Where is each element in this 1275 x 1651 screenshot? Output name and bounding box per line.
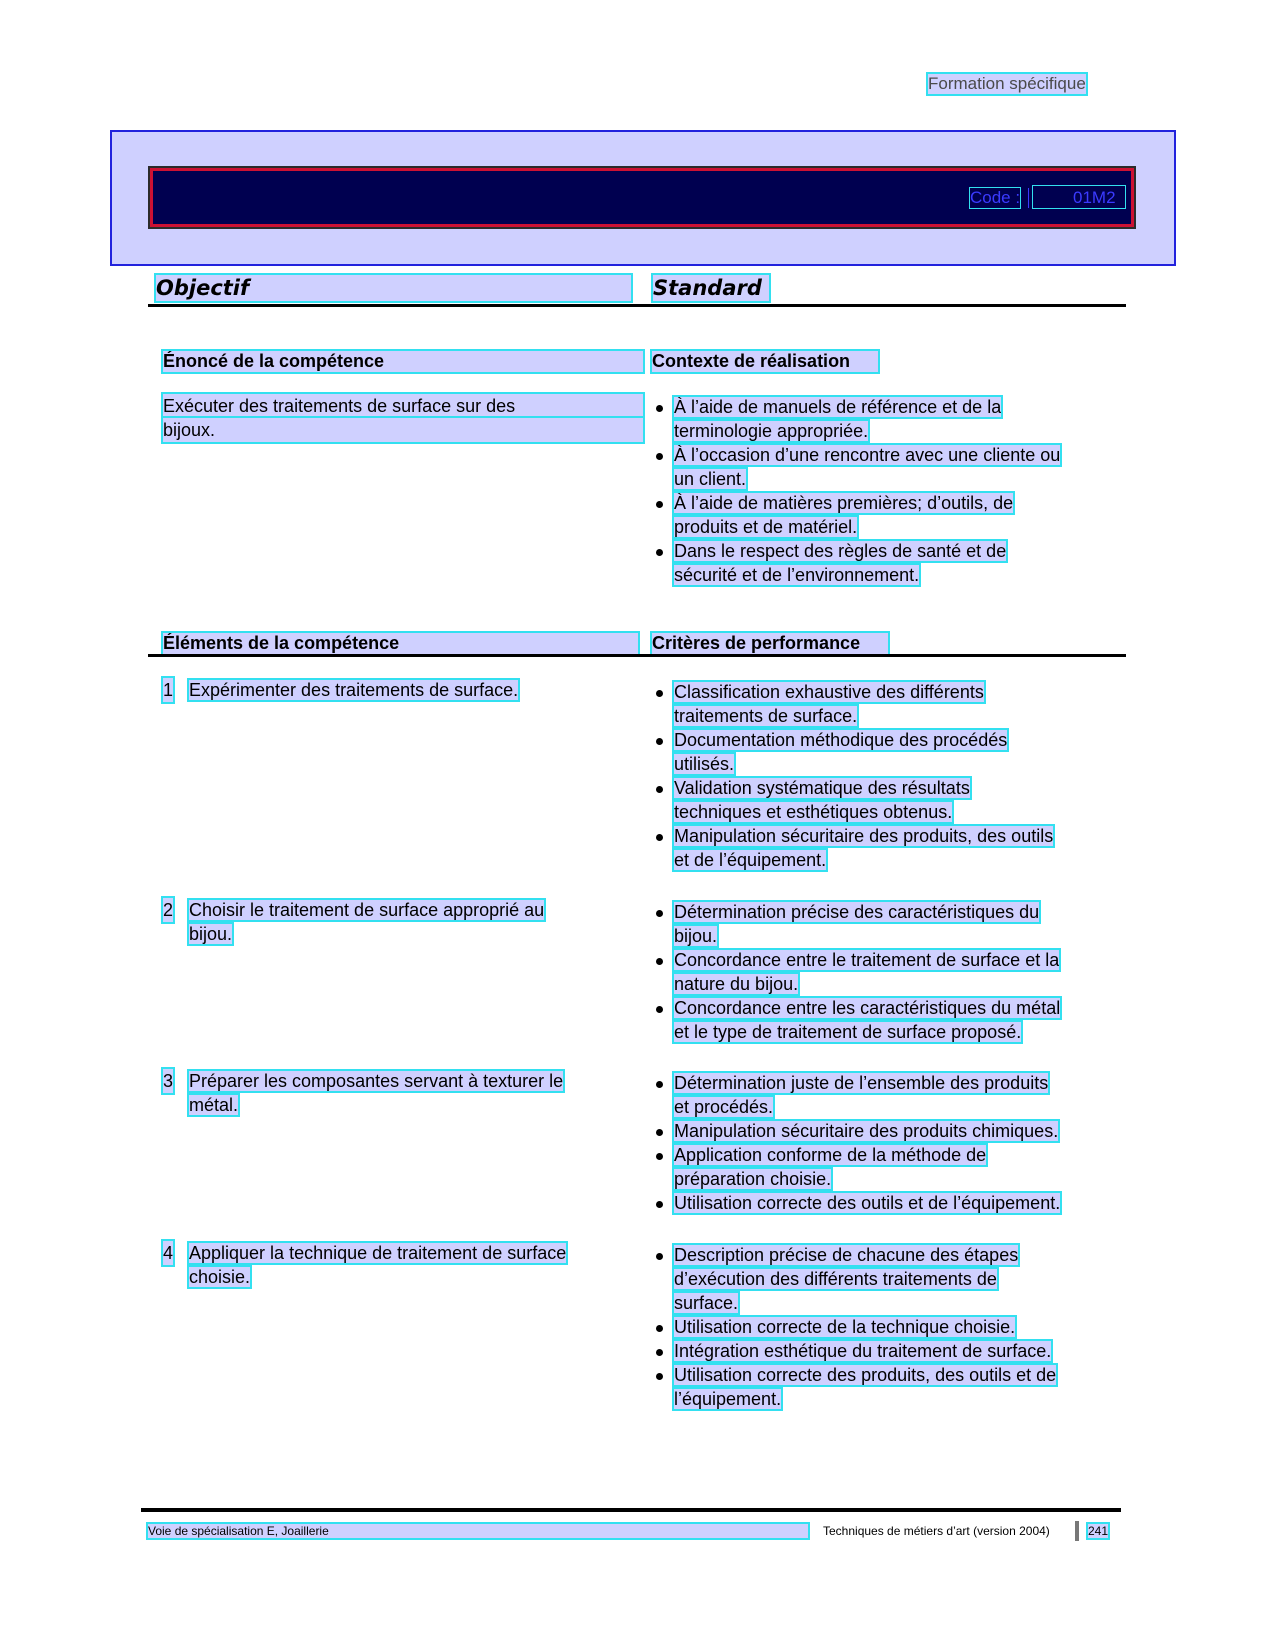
- criterion-line2: utilisés.: [674, 754, 735, 774]
- context-item-line1: À l’occasion d’une rencontre avec une cliente ou: [674, 445, 1061, 465]
- bullet-icon: [656, 958, 663, 965]
- criterion-item: [652, 1071, 1122, 1119]
- code-label: Code :: [970, 188, 1021, 207]
- criterion-line1: Application conforme de la méthode de: [674, 1145, 987, 1165]
- element-text-line2: bijou.: [189, 924, 233, 944]
- criterion-line2: et de l’équipement.: [674, 850, 827, 870]
- bullet-icon: [656, 405, 663, 412]
- criterion-item: [652, 1243, 1122, 1315]
- competence-text-line1: Exécuter des traitements de surface sur des: [163, 394, 643, 418]
- element-text-line1: Appliquer la technique de traitement de surface: [189, 1243, 567, 1263]
- competence-heading: Énoncé de la compétence: [163, 351, 643, 372]
- context-item-line1: À l’aide de manuels de référence et de la: [674, 397, 1002, 417]
- page-number: 241: [1088, 1524, 1109, 1538]
- bullet-icon: [656, 1081, 663, 1088]
- element-number: 3: [163, 1071, 174, 1091]
- bullet-icon: [656, 1129, 663, 1136]
- criterion-line2: et procédés.: [674, 1097, 774, 1117]
- criteria-list-3: [652, 1071, 1122, 1215]
- objective-heading: Objectif: [156, 275, 631, 301]
- bullet-icon: [656, 1006, 663, 1013]
- bullet-icon: [656, 786, 663, 793]
- criterion-line1: Utilisation correcte de la technique choisie.: [674, 1317, 1016, 1337]
- context-item: [652, 491, 1122, 539]
- criterion-line1: Intégration esthétique du traitement de surface.: [674, 1341, 1052, 1361]
- element-text-line1: Préparer les composantes servant à texturer le: [189, 1071, 564, 1091]
- context-item-line2: terminologie appropriée.: [674, 421, 869, 441]
- criterion-item: [652, 1143, 1122, 1191]
- elements-rule: [148, 654, 1126, 657]
- criterion-line1: Utilisation correcte des outils et de l’équipement.: [674, 1193, 1061, 1213]
- criterion-line3: surface.: [674, 1293, 739, 1313]
- bullet-icon: [656, 1349, 663, 1356]
- criterion-item: [652, 728, 1122, 776]
- criterion-line1: Manipulation sécuritaire des produits chimiques.: [674, 1121, 1059, 1141]
- bullet-icon: [656, 501, 663, 508]
- bullet-icon: [656, 1373, 663, 1380]
- standard-heading: Standard: [653, 275, 769, 301]
- element-4: [163, 1241, 643, 1289]
- element-text-line2: métal.: [189, 1095, 239, 1115]
- criterion-item: [652, 776, 1122, 824]
- criterion-item: [652, 1315, 1122, 1339]
- criterion-line2: l’équipement.: [674, 1389, 782, 1409]
- context-item-line2: un client.: [674, 469, 747, 489]
- competence-text-line2: bijoux.: [163, 418, 643, 442]
- criterion-line1: Manipulation sécuritaire des produits, des outils: [674, 826, 1054, 846]
- bullet-icon: [656, 690, 663, 697]
- element-1: [163, 678, 643, 726]
- code-separator: [1028, 188, 1029, 208]
- criterion-item: [652, 996, 1122, 1044]
- element-text-line2: choisie.: [189, 1267, 251, 1287]
- criterion-item: [652, 1191, 1122, 1215]
- criterion-item: [652, 680, 1122, 728]
- criterion-line1: Description précise de chacune des étapes: [674, 1245, 1019, 1265]
- element-number: 1: [163, 680, 174, 700]
- footer-separator: [1075, 1521, 1079, 1541]
- criteria-heading: Critères de performance: [652, 633, 888, 654]
- context-list: [652, 395, 1122, 587]
- bullet-icon: [656, 549, 663, 556]
- context-item-line1: Dans le respect des règles de santé et de: [674, 541, 1007, 561]
- criterion-line2: d’exécution des différents traitements de: [674, 1269, 997, 1289]
- footer-rule: [141, 1508, 1121, 1512]
- elements-heading: Éléments de la compétence: [163, 633, 638, 654]
- program-label: Formation spécifique: [928, 74, 1086, 93]
- criteria-list-4: [652, 1243, 1122, 1411]
- criteria-list-2: [652, 900, 1122, 1044]
- criterion-line1: Classification exhaustive des différents: [674, 682, 984, 702]
- criterion-line1: Documentation méthodique des procédés: [674, 730, 1008, 750]
- element-text-line1: Expérimenter des traitements de surface.: [189, 680, 519, 700]
- criterion-line2: nature du bijou.: [674, 974, 799, 994]
- code-value: 01M2: [1073, 188, 1116, 207]
- footer-right-text: Techniques de métiers d’art (version 2004): [823, 1524, 1050, 1538]
- element-number: 2: [163, 900, 174, 920]
- footer-left-text: Voie de spécialisation E, Joaillerie: [148, 1524, 808, 1538]
- criterion-line2: et le type de traitement de surface proposé.: [674, 1022, 1022, 1042]
- bullet-icon: [656, 910, 663, 917]
- element-text-line1: Choisir le traitement de surface approprié au: [189, 900, 545, 920]
- criterion-item: [652, 900, 1122, 948]
- criterion-line2: traitements de surface.: [674, 706, 858, 726]
- context-item: [652, 395, 1122, 443]
- bullet-icon: [656, 1153, 663, 1160]
- criterion-line1: Utilisation correcte des produits, des outils et de: [674, 1365, 1057, 1385]
- criterion-item: [652, 824, 1122, 872]
- element-2: [163, 898, 643, 946]
- criterion-line1: Détermination juste de l’ensemble des produits: [674, 1073, 1049, 1093]
- context-heading: Contexte de réalisation: [652, 351, 878, 372]
- criteria-list-1: [652, 680, 1122, 872]
- criterion-item: [652, 1119, 1122, 1143]
- element-3: [163, 1069, 643, 1117]
- context-item-line1: À l’aide de matières premières; d’outils, de: [674, 493, 1014, 513]
- bullet-icon: [656, 1325, 663, 1332]
- criterion-line1: Validation systématique des résultats: [674, 778, 970, 798]
- bullet-icon: [656, 453, 663, 460]
- context-item: [652, 443, 1122, 491]
- bullet-icon: [656, 1253, 663, 1260]
- criterion-line2: techniques et esthétiques obtenus.: [674, 802, 953, 822]
- context-item-line2: sécurité et de l’environnement.: [674, 565, 920, 585]
- context-item-line2: produits et de matériel.: [674, 517, 858, 537]
- criterion-line2: bijou.: [674, 926, 718, 946]
- context-item: [652, 539, 1122, 587]
- bullet-icon: [656, 738, 663, 745]
- criterion-item: [652, 1339, 1122, 1363]
- bullet-icon: [656, 834, 663, 841]
- element-number: 4: [163, 1243, 174, 1263]
- criterion-line1: Concordance entre le traitement de surface et la: [674, 950, 1060, 970]
- criterion-item: [652, 1363, 1122, 1411]
- bullet-icon: [656, 1201, 663, 1208]
- criterion-line1: Détermination précise des caractéristiques du: [674, 902, 1040, 922]
- criterion-item: [652, 948, 1122, 996]
- criterion-line1: Concordance entre les caractéristiques du métal: [674, 998, 1061, 1018]
- criterion-line2: préparation choisie.: [674, 1169, 832, 1189]
- header-rule: [148, 304, 1126, 307]
